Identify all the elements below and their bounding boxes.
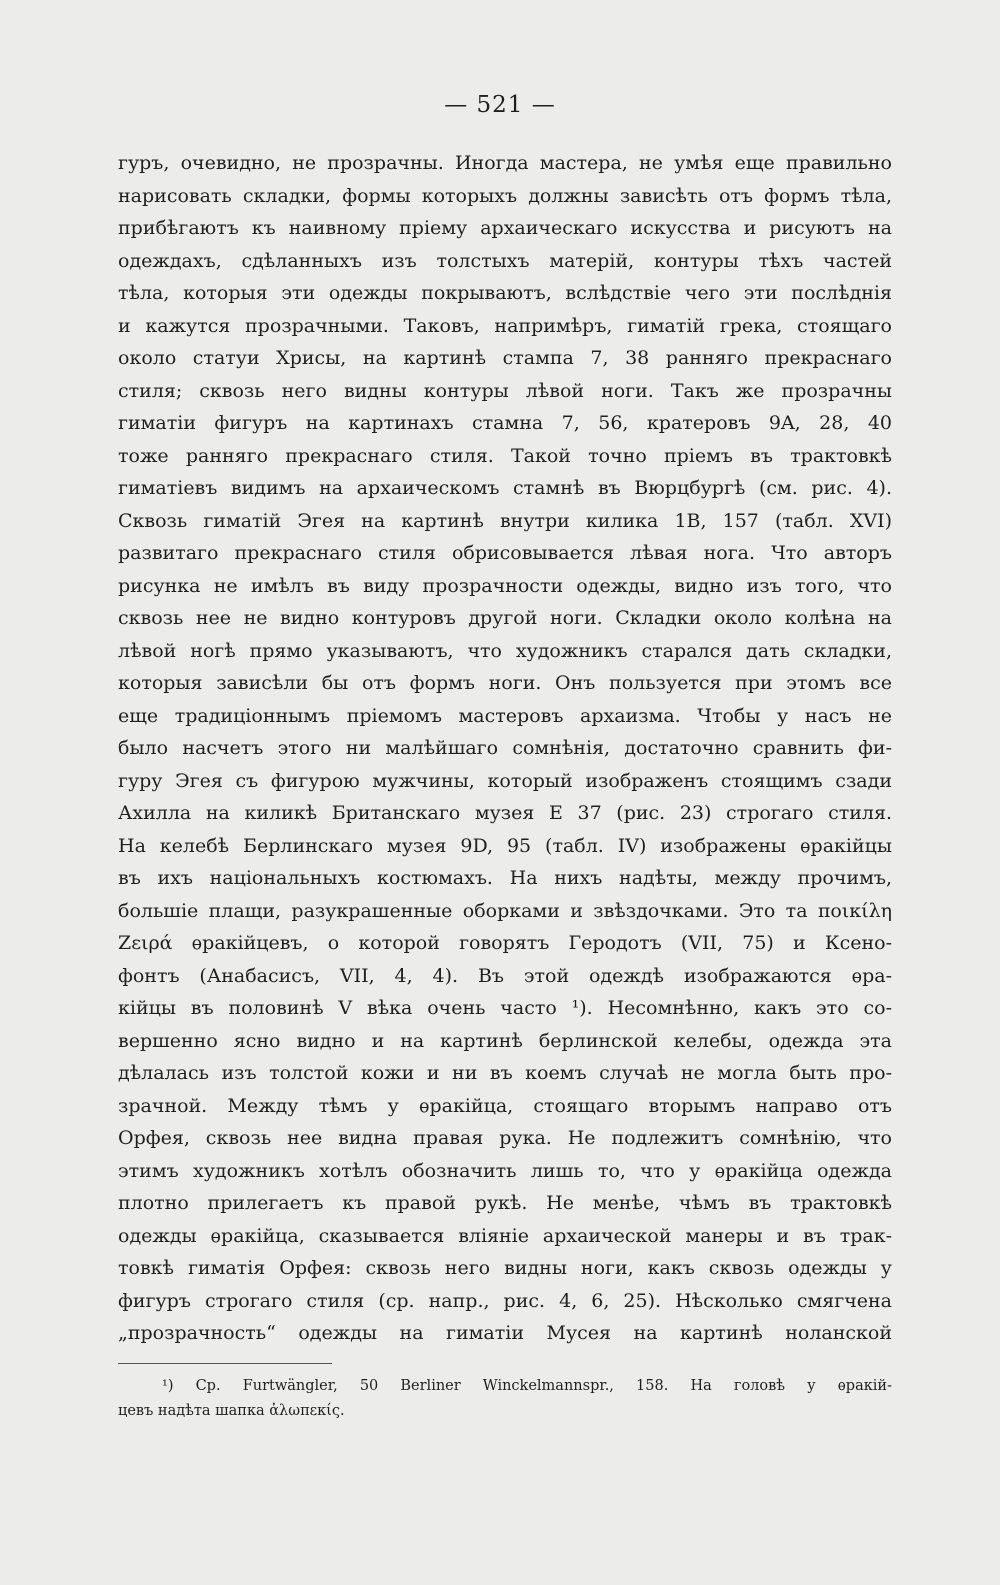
text-line: развитаго прекраснаго стиля обрисовывается лѣвая нога. Что авторъ [118,542,892,564]
footnote-line: ¹) Ср. Furtwängler, 50 Berliner Winckelmannspr., 158. На головѣ у ѳракій- [162,1378,892,1394]
text-line: зрачной. Между тѣмъ у ѳракійца, стоящаго вторымъ направо отъ [118,1094,892,1117]
text-line: фигуръ строгаго стиля (ср. напр., рис. 4, 6, 25). Нѣсколько смягчена [118,1289,892,1312]
text-line: въ ихъ національныхъ костюмахъ. На нихъ надѣты, между прочимъ, [118,867,892,889]
text-line: сквозь нее не видно контуровъ другой ноги. Складки около колѣна на [118,607,892,629]
text-line: На келебѣ Берлинскаго музея 9D, 95 (табл. IV) изображены ѳракійцы [118,834,892,857]
text-line: дѣлалась изъ толстой кожи и ни въ коемъ случаѣ не могла быть про- [118,1062,892,1084]
text-line: гиматіевъ видимъ на архаическомъ стамнѣ въ Вюрцбургѣ (см. рис. 4). [118,477,892,499]
text-line: было насчетъ этого ни малѣйшаго сомнѣнія, достаточно сравнить фи- [118,737,892,759]
text-line: товкѣ гиматія Орфея: сквозь него видны ноги, какъ сквозь одежды у [118,1257,892,1279]
text-line: еще традиціоннымъ пріемомъ мастеровъ архаизма. Чтобы у насъ не [118,704,892,727]
text-line: Сквозь гиматій Эгея на картинѣ внутри килика 1B, 157 (табл. XVI) [118,509,892,532]
text-line: тоже ранняго прекраснаго стиля. Такой точно пріемъ въ трактовкѣ [118,444,892,467]
text-line: этимъ художникъ хотѣлъ обозначить лишь то, что у ѳракійца одежда [118,1159,892,1182]
text-line: Орфея, сквозь нее видна правая рука. Не подлежитъ сомнѣнію, что [118,1127,892,1149]
text-line: фонтъ (Анабасисъ, VII, 4, 4). Въ этой одеждѣ изображаются ѳра- [118,964,892,987]
text-line: вершенно ясно видно и на картинѣ берлинской келебы, одежда эта [118,1029,892,1052]
text-line: гуру Эгея съ фигурою мужчины, который изображенъ стоящимъ сзади [118,769,892,792]
text-line: „прозрачность“ одежды на гиматіи Мусея на картинѣ ноланской [118,1322,892,1344]
text-line: Ахилла на киликѣ Британскаго музея E 37 (рис. 23) строгаго стиля. [118,802,892,824]
text-line: гиматіи фигуръ на картинахъ стамна 7, 56, кратеровъ 9A, 28, 40 [118,412,892,434]
text-line: большіе плащи, разукрашенные оборками и звѣздочками. Это та ποικίλη [118,899,892,922]
text-line: которыя зависѣли бы отъ формъ ноги. Онъ пользуется при этомъ все [118,672,892,694]
text-line: кійцы въ половинѣ V вѣка очень часто ¹). Несомнѣнно, какъ это со- [118,997,892,1019]
text-line: нарисовать складки, формы которыхъ должны зависѣть отъ формъ тѣла, [118,184,892,207]
text-line: Ζειρά ѳракійцевъ, о которой говорятъ Геродотъ (VII, 75) и Ксено- [118,932,892,954]
text-line: рисунка не имѣлъ въ виду прозрачности одежды, видно изъ того, что [118,574,892,597]
text-line: одеждахъ, сдѣланныхъ изъ толстыхъ матерій, контуры тѣхъ частей [118,249,892,272]
text-line: плотно прилегаетъ къ правой рукѣ. Не менѣе, чѣмъ въ трактовкѣ [118,1192,892,1214]
text-line: гуръ, очевидно, не прозрачны. Иногда мастера, не умѣя еще правильно [118,152,892,174]
text-line: прибѣгаютъ къ наивному пріему архаическаго искусства и рисуютъ на [118,217,892,239]
text-line: и кажутся прозрачными. Таковъ, напримѣръ, гиматій грека, стоящаго [118,314,892,337]
text-line: лѣвой ногѣ прямо указываютъ, что художникъ старался дать складки, [118,639,892,662]
main-text [118,147,892,1350]
text-line: одежды ѳракійца, сказывается вліяніе архаической манеры и въ трак- [118,1224,892,1247]
footnotes [118,1374,892,1424]
page-number: — 521 — [444,92,556,118]
text-line: тѣла, которыя эти одежды покрываютъ, вслѣдствіе чего эти послѣднія [118,282,892,304]
footnote-line: цевъ надѣта шапка ἀλωπεκίς. [118,1403,345,1419]
footnote-divider [118,1363,332,1364]
text-line: около статуи Хрисы, на картинѣ стампа 7, 38 ранняго прекраснаго [118,347,892,369]
text-line: стиля; сквозь него видны контуры лѣвой ноги. Такъ же прозрачны [118,379,892,402]
